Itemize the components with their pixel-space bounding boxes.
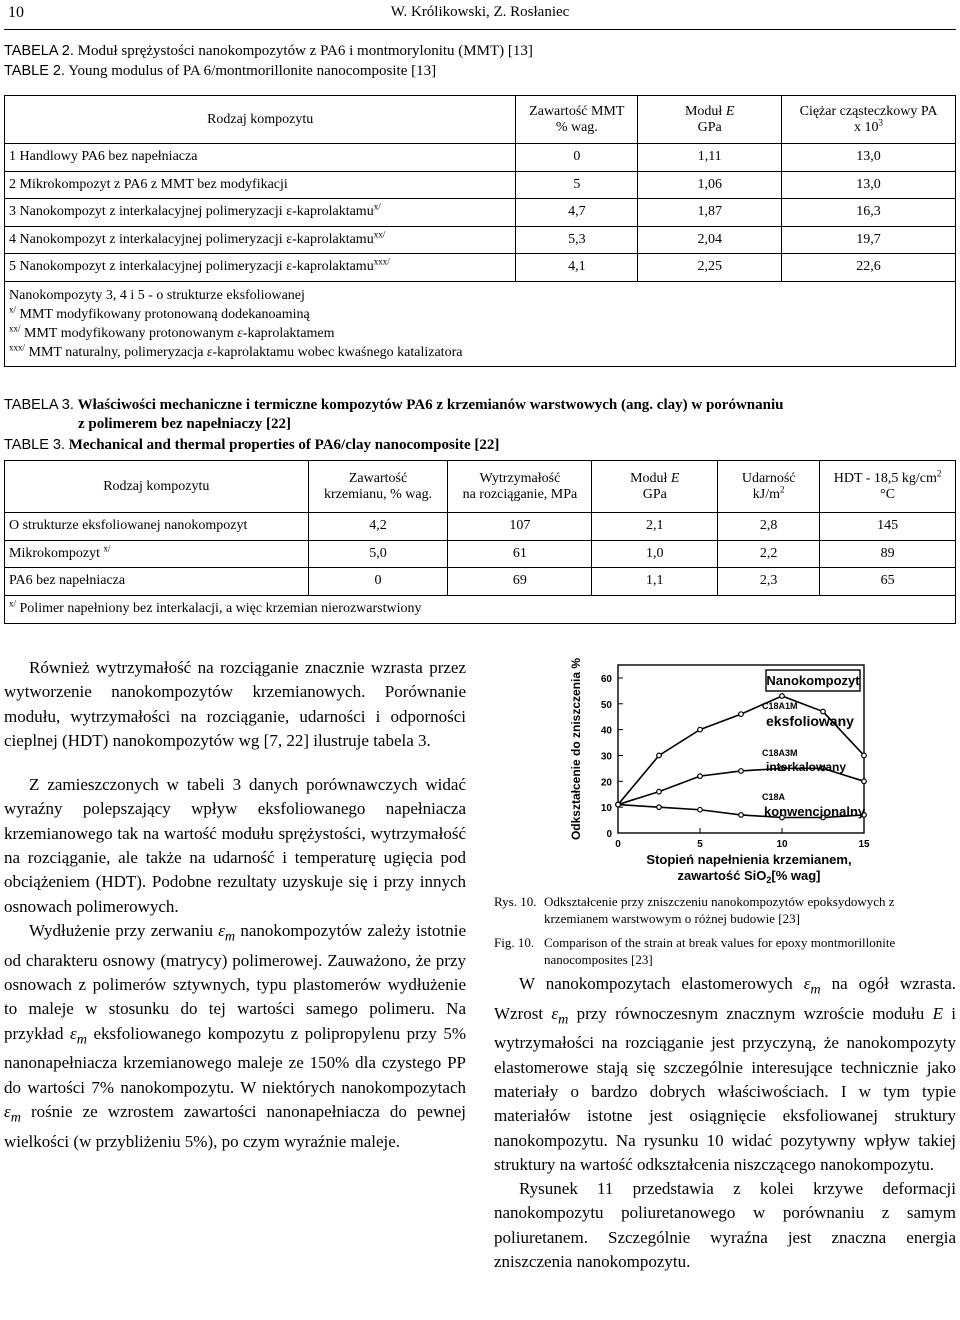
data-point [739,712,744,717]
paragraph: Również wytrzymałość na rozciąganie znacznie wzrasta przez wytworzenie nanokompozytów krzemianowych. Porównanie modułu, wytrzymałości na rozciąganie, udarności i odporności cieplnej (HDT) nanokompozytów wg [7, 22] ilustruje tabela 3. [4,658,466,750]
data-point [657,789,662,794]
table2-footnote: $^{x/}$ MMT modyfikowany protonowaną dodekanoaminą [9,303,310,322]
x-axis-label-part: [% wag] [771,868,821,883]
nanokompozyt-label: Nanokompozyt [766,673,860,688]
data-point [739,813,744,818]
table-row: O strukturze eksfoliowanej nanokompozyt 4,2 107 2,1 2,8 145 [5,513,956,541]
table3 [4,460,956,624]
chart-plot [569,658,870,883]
data-point [657,753,662,758]
paragraph: W nanokompozytach elastomerowych $\varepsilon_m$ na ogół wzrasta. Wzrost $\varepsilon_m$ przy równoczesnym znacznym wzroście modułu E i wytrzymałości na rozciąganie jest przyczyną, że nanokompozyty elastomerowe stają się szczególnie interesujące technicznie jako materiały o bardzo dobrych właściwościach. I w tym typie materiałów istotne jest osiągnięcie eksfoliowanej struktury nanokompozytu. Na rysunku 10 widać pozytywny wpływ takiej struktury na wartość odkształcenia niszczącego nanokompozytu. [494,974,956,1174]
table2-footnote: $^{xx/}$ MMT modyfikowany protonowanym ε-kaprolaktamem [9,322,335,341]
x-tick-label: 5 [697,839,703,850]
table-row: Mikrokompozyt $^{x/}$ 5,0 61 1,0 2,2 89 [5,540,956,568]
y-tick-label: 0 [606,829,612,840]
header-rule [4,29,956,30]
data-point [739,769,744,774]
data-point [698,727,703,732]
table3-header-type: Rodzaj kompozytu [5,461,309,513]
table3-header-hdt: HDT - 18,5 $kg/cm^2$ °C [820,461,956,513]
table-row: PA6 bez napełniacza 0 69 1,1 2,3 65 [5,568,956,596]
figure10-caption-pl: Rys. 10. Odkształcenie przy zniszczeniu nanokompozytów epoksydowych z krzemianem warstwowym o różnej budowie [23] [494,894,895,926]
table2-header-modulus: Moduł E GPa [638,96,782,144]
data-point [862,779,867,784]
series-code-label: C18A3M [762,748,798,758]
table3-footnote: $^{x/}$ Polimer napełniony bez interkalacji, a więc krzemian nierozwarstwiony [5,595,956,623]
x-axis-label-sub: 2 [766,875,772,883]
table-row: 3 Nanokompozyt z interkalacyjnej polimeryzacji ε-kaprolaktamu$^{x/}$ 4,7 1,87 16,3 [5,199,956,227]
y-tick-label: 10 [600,803,612,815]
data-point [862,753,867,758]
table2-header-mmt: Zawartość MMT % wag. [516,96,638,144]
x-tick-label: 10 [776,839,788,850]
left-column-text [4,656,466,1154]
table-row: 5 Nanokompozyt z interkalacyjnej polimeryzacji ε-kaprolaktamu$^{xxx/}$ 4,1 2,25 22,6 [5,254,956,282]
series-code-label: C18A1M [762,701,798,711]
series-description-label: konwencjonalny [764,804,866,819]
y-tick-label: 40 [600,725,612,737]
table3-header-impact: Udarność $kJ/m^2$ [718,461,820,513]
data-point [616,802,621,807]
table-row: 2 Mikrokompozyt z PA6 z MMT bez modyfikacji 5 1,06 13,0 [5,171,956,199]
table3-header-row [5,461,956,513]
x-axis-label-part: zawartość SiO [677,868,767,883]
data-point [780,694,785,699]
figure10-caption-en: Fig. 10. Comparison of the strain at break values for epoxy montmorillonite nanocomposites [23] [494,935,896,967]
data-point [698,774,703,779]
y-tick-label: 20 [600,777,612,789]
paragraph: Z zamieszczonych w tabeli 3 danych porównawczych widać wyraźny polepszający wpływ eksfoliowanego napełniacza krzemianowego tak na wartość modułu sprężystości, wytrzymałość na rozciąganie, ale także na udarność i temperaturę ugięcia pod obciążeniem (HDT). Podobne rezultaty uzyskuje się i przy innych osnowach polimerowych. [4,775,466,916]
y-axis-label: Odkształcenie do zniszczenia % [569,657,583,841]
y-tick-label: 30 [600,751,612,763]
table-row: 1 Handlowy PA6 bez napełniacza 0 1,11 13,0 [5,144,956,172]
table3-caption-pl: TABELA 3. Właściwości mechaniczne i termiczne kompozytów PA6 z krzemianów warstwowych (ang. clay) w porównaniu z polimerem bez napełniaczy [22] [4,397,784,432]
series-description-label: eksfoliowany [766,713,854,729]
paragraph: Rysunek 11 przedstawia z kolei krzywe deformacji nanokompozytu poliuretanowego w porównaniu z samym poliuretanem. Szczególnie wyraźna jest znaczna energia zniszczenia nanokompozytu. [494,1179,956,1272]
table3-caption-en: TABLE 3. Mechanical and thermal properties of PA6/clay nanocomposite [22] [4,437,500,453]
figure-10-chart [566,653,898,883]
table2-caption-pl: TABELA 2. Moduł sprężystości nanokompozytów z PA6 i montmorylonitu (MMT) [13] [4,43,533,59]
table2-header-row [5,96,956,144]
y-tick-label: 50 [600,699,612,711]
table3-header-modulus: Moduł E GPa [592,461,718,513]
x-tick-label: 15 [858,839,870,850]
x-tick-label: 0 [615,839,621,850]
series-description-label: interkalowany [766,760,847,774]
page-number: 10 [8,4,24,21]
table3-header-tensile: Wytrzymałość na rozciąganie, MPa [448,461,592,513]
x-axis-label-2 [677,868,820,883]
paragraph: Wydłużenie przy zerwaniu $\varepsilon_m$ nanokompozytów zależy istotnie od charakteru osnowy (matrycy) polimerowej. Zauważono, że przy osnowach z polimerów sztywnych, typu plastomerów wydłużenie to maleje w stosunku do tej wartości samego polimeru. Na przykład $\varepsilon_m$ eksfoliowanego kompozytu z polipropylenu przy 5% nanonapełniacza krzemianowego maleje ze 150% dla czystego PP do wartości 7% nanokompozytu. W niektórych nanokompozytach $\varepsilon_m$ rośnie ze wzrostem zawartości nanonapełniacza do pewnej wielkości (w przybliżeniu 5%), po czym wyraźnie maleje. [4,920,466,1151]
table2-header-type: Rodzaj kompozytu [5,96,516,144]
right-column-text [494,972,956,1274]
table3-header-clay: Zawartość krzemianu, % wag. [308,461,448,513]
table2-footnotes [5,281,956,366]
y-tick-label: 60 [600,673,612,685]
table2-footnote: $^{xxx/}$ MMT naturalny, polimeryzacja ε-kaprolaktamu wobec kwaśnego katalizatora [9,341,463,360]
series-code-label: C18A [762,792,786,802]
table2-caption-en: TABLE 2. Young modulus of PA 6/montmorillonite nanocomposite [13] [4,63,437,79]
data-point [698,807,703,812]
table2 [4,95,956,367]
table-row: 4 Nanokompozyt z interkalacyjnej polimeryzacji ε-kaprolaktamu$^{xx/}$ 5,3 2,04 19,7 [5,226,956,254]
x-axis-label: Stopień napełnienia krzemianem, [646,852,852,867]
table2-header-molecular-weight: Ciężar cząsteczkowy PA x $10^3$ [782,96,956,144]
table2-footnote-main: Nanokompozyty 3, 4 i 5 - o strukturze eksfoliowanej [9,287,305,303]
running-header-authors: W. Królikowski, Z. Rosłaniec [390,4,570,20]
data-point [657,805,662,810]
